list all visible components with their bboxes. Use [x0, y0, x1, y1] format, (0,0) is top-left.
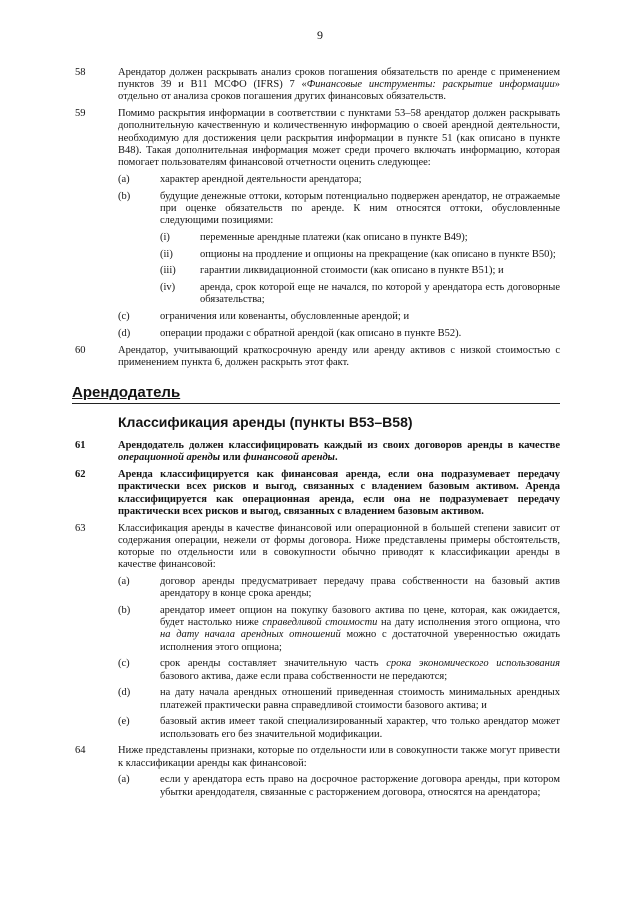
- item-label: (a): [118, 774, 130, 786]
- list-item: [118, 687, 560, 711]
- sub-list-item: [160, 249, 560, 261]
- italic-segment: на дату начала арендных отношений: [160, 629, 341, 641]
- sub-list-item: [160, 265, 560, 277]
- list-item: [118, 576, 560, 600]
- paragraph-number: 62: [75, 469, 86, 481]
- item-label: (d): [118, 328, 131, 339]
- subitem-text: опционы на продление и опционы на прекращение (как описано в пункте B50);: [200, 248, 556, 260]
- paragraph-number: 60: [75, 344, 86, 356]
- paragraph-60: [0, 345, 640, 369]
- text-segment: на дату исполнения этого опциона, что: [377, 617, 560, 629]
- item-label: (e): [118, 716, 130, 728]
- sub-list-item: [160, 232, 560, 244]
- italic-segment: Финансовые инструменты: раскрытие информации: [306, 79, 555, 91]
- subitem-text: переменные арендные платежи (как описано в пункте B49);: [200, 231, 468, 243]
- text-segment: арендатор имеет опцион на покупку базового актива по цене, которая, как ожидается, будет настолько ниже: [160, 605, 560, 629]
- page-number: 9: [317, 28, 323, 42]
- subitem-text: аренда, срок которой еще не начался, по которой у арендатора есть договорные обязательства;: [200, 282, 560, 306]
- list-item: [118, 658, 560, 682]
- item-text: если у арендатора есть право на досрочное расторжение договора аренды, при котором убытки арендодателя, связанные с расторжением договора, относятся на арендатора;: [160, 774, 560, 798]
- list-item: [118, 716, 560, 740]
- item-text: характер арендной деятельности арендатора;: [160, 173, 362, 185]
- italic-segment: операционной аренды: [118, 452, 221, 464]
- paragraph-number: 59: [75, 108, 86, 120]
- item-label: (c): [118, 311, 130, 323]
- list-item: [118, 774, 560, 798]
- item-label: (b): [118, 190, 131, 202]
- text-segment: базового актива, даже если права собственности не передаются;: [160, 670, 448, 682]
- item-label: (d): [118, 687, 131, 699]
- paragraph-58: [0, 67, 640, 104]
- text-segment: срок аренды составляет значительную часть: [160, 658, 387, 670]
- item-text: операции продажи с обратной арендой (как описано в пункте B52).: [160, 328, 462, 339]
- section-heading: [72, 384, 560, 404]
- item-text: базовый актив имеет такой специализированный характер, что только арендатор может использовать его без значительной модификации.: [160, 716, 560, 740]
- italic-segment: срока экономического использования: [386, 658, 560, 670]
- item-label: (a): [118, 576, 130, 588]
- item-label: (c): [118, 658, 130, 670]
- paragraph-number: 61: [75, 440, 86, 452]
- subsection-heading: Классификация аренды (пункты B53–B58): [118, 414, 413, 431]
- item-label: (b): [118, 605, 131, 617]
- text-segment: или: [220, 452, 244, 464]
- paragraph-number: 63: [75, 522, 86, 534]
- paragraph-59: [0, 108, 640, 169]
- paragraph-64: [0, 745, 640, 769]
- item-label: (a): [118, 173, 130, 185]
- item-text: ограничения или ковенанты, обусловленные арендой; и: [160, 311, 410, 323]
- paragraph-63: [0, 523, 640, 572]
- subitem-label: (iv): [160, 282, 176, 294]
- subitem-label: (i): [160, 231, 170, 243]
- item-text: будущие денежные оттоки, которым потенциально подвержен арендатор, не отражаемые при оценке обязательств по аренде. К ним относятся оттоки, обусловленные следующими позициями:: [160, 190, 560, 227]
- list-item: [118, 191, 560, 228]
- paragraph-text: Арендатор, учитывающий краткосрочную аренду или аренду активов с низкой стоимостью с применением пункта 6, должен раскрыть этот факт.: [118, 344, 560, 368]
- subitem-text: гарантии ликвидационной стоимости (как описано в пункте B51); и: [200, 265, 504, 277]
- subitem-label: (iii): [160, 265, 176, 277]
- text-segment: Арендатор должен раскрывать анализ сроков погашения обязательств по аренде с применением пунктов 39 и B11 МСФО (IFRS) 7 «: [118, 67, 560, 91]
- italic-segment: справедливой стоимости: [262, 617, 378, 629]
- paragraph-text: Помимо раскрытия информации в соответствии с пунктами 53–58 арендатор должен раскрывать дополнительную качественную и количественную информацию о своей арендной деятельности, необходимую для достижения цели раскрытия информации в пункте 51 (как описано в пункте B48). Такая дополнительная информация может среди прочего включать информацию, которая помогает пользователям финансовой отчетности оценить следующее:: [118, 108, 560, 169]
- item-text: [160, 605, 560, 654]
- paragraph-62: [0, 469, 640, 518]
- text-segment: можно с достаточной уверенностью ожидать исполнения этого опциона;: [160, 629, 560, 653]
- text-segment: Арендодатель должен классифицировать каждый из своих договоров аренды в качестве: [118, 440, 560, 452]
- list-item: [118, 328, 560, 340]
- paragraph-text: Ниже представлены признаки, которые по отдельности или в совокупности также могут привести к классификации аренды как финансовой:: [118, 745, 560, 769]
- paragraph-number: 58: [75, 67, 86, 78]
- paragraph-text: [118, 440, 560, 464]
- sub-list-item: [160, 282, 560, 306]
- item-text: договор аренды предусматривает передачу права собственности на базовый актив арендатору в конце срока аренды;: [160, 576, 560, 600]
- paragraph-number: 64: [75, 745, 86, 757]
- paragraph-text: Аренда классифицируется как финансовая аренда, если она подразумевает передачу практически всех рисков и выгод, связанных с владением базовым активом. Аренда классифицируется как операционная аренда, если она не подразумевает передачу практически всех рисков и выгод, связанных с владением базовым активом.: [118, 469, 560, 517]
- paragraph-61: [0, 440, 640, 464]
- list-item: [118, 174, 560, 186]
- paragraph-text: Классификация аренды в качестве финансовой или операционной в большей степени зависит от содержания операции, нежели от формы договора. Ниже представлены примеры обстоятельств, которые по отдельности или в совокупности обычно приводят к классификации аренды в качестве финансовой:: [118, 522, 560, 571]
- paragraph-text: [118, 67, 560, 104]
- item-text: [160, 658, 560, 682]
- subitem-label: (ii): [160, 248, 173, 260]
- list-item: [118, 605, 560, 654]
- text-segment: » отдельно от анализа сроков погашения других финансовых обязательств.: [118, 79, 560, 103]
- italic-segment: финансовой аренды: [243, 452, 335, 464]
- item-text: на дату начала арендных отношений приведенная стоимость минимальных арендных платежей практически равна справедливой стоимости базового актива; и: [160, 687, 560, 711]
- page-content: [0, 67, 640, 803]
- text-segment: .: [334, 452, 338, 464]
- section-heading-text: Арендодатель: [72, 384, 181, 402]
- list-item: [118, 311, 560, 323]
